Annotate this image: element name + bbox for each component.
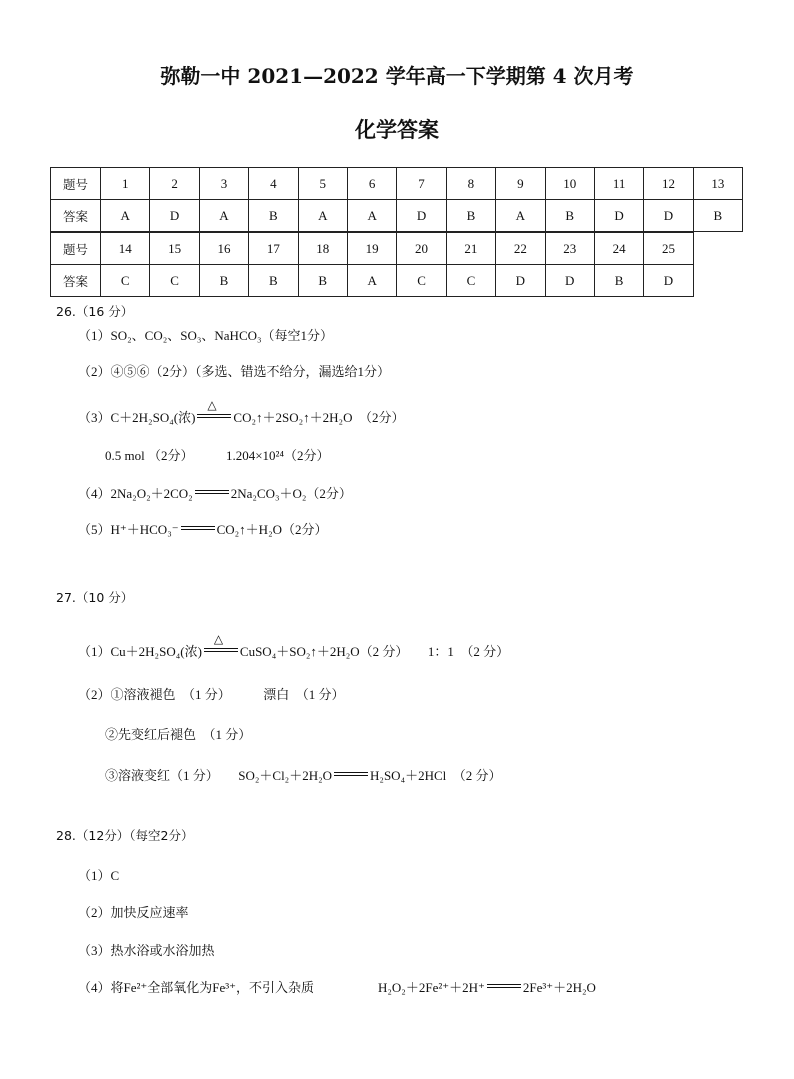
equation-left: （5）H⁺＋HCO₃⁻ [78, 522, 179, 537]
q27-answer-1 [78, 632, 510, 660]
question-number-cell: 18 [298, 233, 347, 265]
q28-answer-4: （4）将Fe²⁺全部氧化为Fe³⁺，不引入杂质 [78, 980, 315, 995]
answer-cell: A [298, 200, 347, 232]
answer-cell: B [446, 200, 495, 232]
equation-right: CO₂↑＋2SO₂↑＋2H₂O （2分） [233, 410, 405, 425]
question-number-cell: 14 [101, 233, 150, 265]
number-row [51, 233, 694, 265]
q27-answer-2b: ②先变红后褪色 （1 分） [105, 727, 252, 742]
answer-row [51, 200, 743, 232]
question-number-cell: 16 [199, 233, 248, 265]
answer-cell: D [496, 265, 545, 297]
q26-answer-3b: 0.5 mol （2分） 1.204×10²⁴（2分） [105, 448, 330, 463]
q28-heading: 28.（12分）（每空2分） [56, 828, 194, 843]
equation-right: 2Fe³⁺＋2H₂O [522, 980, 596, 995]
equation-right: CO₂↑＋H₂O（2分） [216, 522, 328, 537]
equation-right: 2Na₂CO₃＋O₂（2分） [230, 486, 352, 501]
row-label: 题号 [51, 233, 101, 265]
question-number-cell: 2 [150, 168, 199, 200]
q28-answer-1: （1）C [78, 868, 120, 883]
page-subtitle: 化学答案 [355, 117, 439, 142]
answer-cell: C [101, 265, 150, 297]
answer-cell: B [249, 200, 298, 232]
q26-answer-4 [78, 483, 352, 502]
equals-sign [487, 980, 521, 994]
answer-cell: C [150, 265, 199, 297]
q28-answer-3: （3）热水浴或水浴加热 [78, 943, 215, 958]
answer-cell: D [150, 200, 199, 232]
question-number-cell: 22 [496, 233, 545, 265]
answer-cell: D [594, 200, 643, 232]
answer-cell: A [347, 265, 396, 297]
answer-cell: A [199, 200, 248, 232]
answer-cell: B [693, 200, 742, 232]
answer-row [51, 265, 694, 297]
answer-cell: D [545, 265, 594, 297]
row-label: 答案 [51, 200, 101, 232]
q27-heading: 27.（10 分） [56, 590, 134, 605]
answer-cell: B [298, 265, 347, 297]
question-number-cell: 9 [496, 168, 545, 200]
equation-left: （3）C＋2H₂SO₄(浓) [78, 410, 196, 425]
equation-right: H₂SO₄＋2HCl （2 分） [370, 768, 502, 783]
answer-cell: A [101, 200, 150, 232]
question-number-cell: 21 [446, 233, 495, 265]
question-number-cell: 25 [644, 233, 693, 265]
heat-triangle: △ [207, 398, 217, 412]
equation-left: （1）Cu＋2H₂SO₄(浓) [78, 644, 202, 659]
equals-sign [181, 522, 215, 536]
q26-answer-3 [78, 398, 405, 426]
equals-sign [334, 768, 368, 782]
question-number-cell: 4 [249, 168, 298, 200]
question-number-cell: 12 [644, 168, 693, 200]
answer-cell: C [446, 265, 495, 297]
equals-sign [195, 486, 229, 500]
answer-cell: B [199, 265, 248, 297]
equation-left: （4）2Na₂O₂＋2CO₂ [78, 486, 193, 501]
q26-heading: 26.（16 分） [56, 304, 134, 319]
answer-cell: D [644, 265, 693, 297]
answer-table-part1 [50, 167, 743, 232]
number-row [51, 168, 743, 200]
row-label: 答案 [51, 265, 101, 297]
question-number-cell: 10 [545, 168, 594, 200]
question-number-cell: 6 [347, 168, 396, 200]
question-number-cell: 19 [347, 233, 396, 265]
answer-cell: B [594, 265, 643, 297]
heat-equals-sign [197, 398, 231, 424]
answer-cell: A [496, 200, 545, 232]
page-title: 弥勒一中 2021—2022 学年高一下学期第 4 次月考 [160, 64, 634, 88]
row-label: 题号 [51, 168, 101, 200]
answer-cell: D [397, 200, 446, 232]
question-number-cell: 13 [693, 168, 742, 200]
equation-left: H₂O₂＋2Fe²⁺＋2H⁺ [378, 980, 485, 995]
heat-equals-sign [204, 632, 238, 658]
question-number-cell: 3 [199, 168, 248, 200]
q28-answer-4-equation [378, 977, 596, 996]
answer-cell: C [397, 265, 446, 297]
question-number-cell: 1 [101, 168, 150, 200]
question-number-cell: 7 [397, 168, 446, 200]
equation-left: ③溶液变红（1 分） SO₂＋Cl₂＋2H₂O [105, 768, 333, 783]
q26-answer-1: （1）SO₂、CO₂、SO₃、NaHCO₃（每空1分） [78, 328, 334, 343]
question-number-cell: 11 [594, 168, 643, 200]
question-number-cell: 20 [397, 233, 446, 265]
question-number-cell: 5 [298, 168, 347, 200]
q27-answer-2: （2）①溶液褪色 （1 分） 漂白 （1 分） [78, 687, 345, 702]
q26-answer-5 [78, 519, 328, 538]
equation-right: CuSO₄＋SO₂↑＋2H₂O（2 分） 1：1 （2 分） [239, 644, 510, 659]
question-number-cell: 24 [594, 233, 643, 265]
answer-cell: D [644, 200, 693, 232]
answer-cell: B [545, 200, 594, 232]
answer-cell: B [249, 265, 298, 297]
question-number-cell: 8 [446, 168, 495, 200]
answer-cell: A [347, 200, 396, 232]
question-number-cell: 17 [249, 233, 298, 265]
answer-table-part2 [50, 232, 694, 297]
question-number-cell: 23 [545, 233, 594, 265]
q27-answer-2c [105, 765, 502, 784]
heat-triangle: △ [213, 632, 224, 646]
question-number-cell: 15 [150, 233, 199, 265]
q28-answer-2: （2）加快反应速率 [78, 905, 189, 920]
q26-answer-2: （2）④⑤⑥（2分）（多选、错选不给分，漏选给1分） [78, 364, 391, 379]
